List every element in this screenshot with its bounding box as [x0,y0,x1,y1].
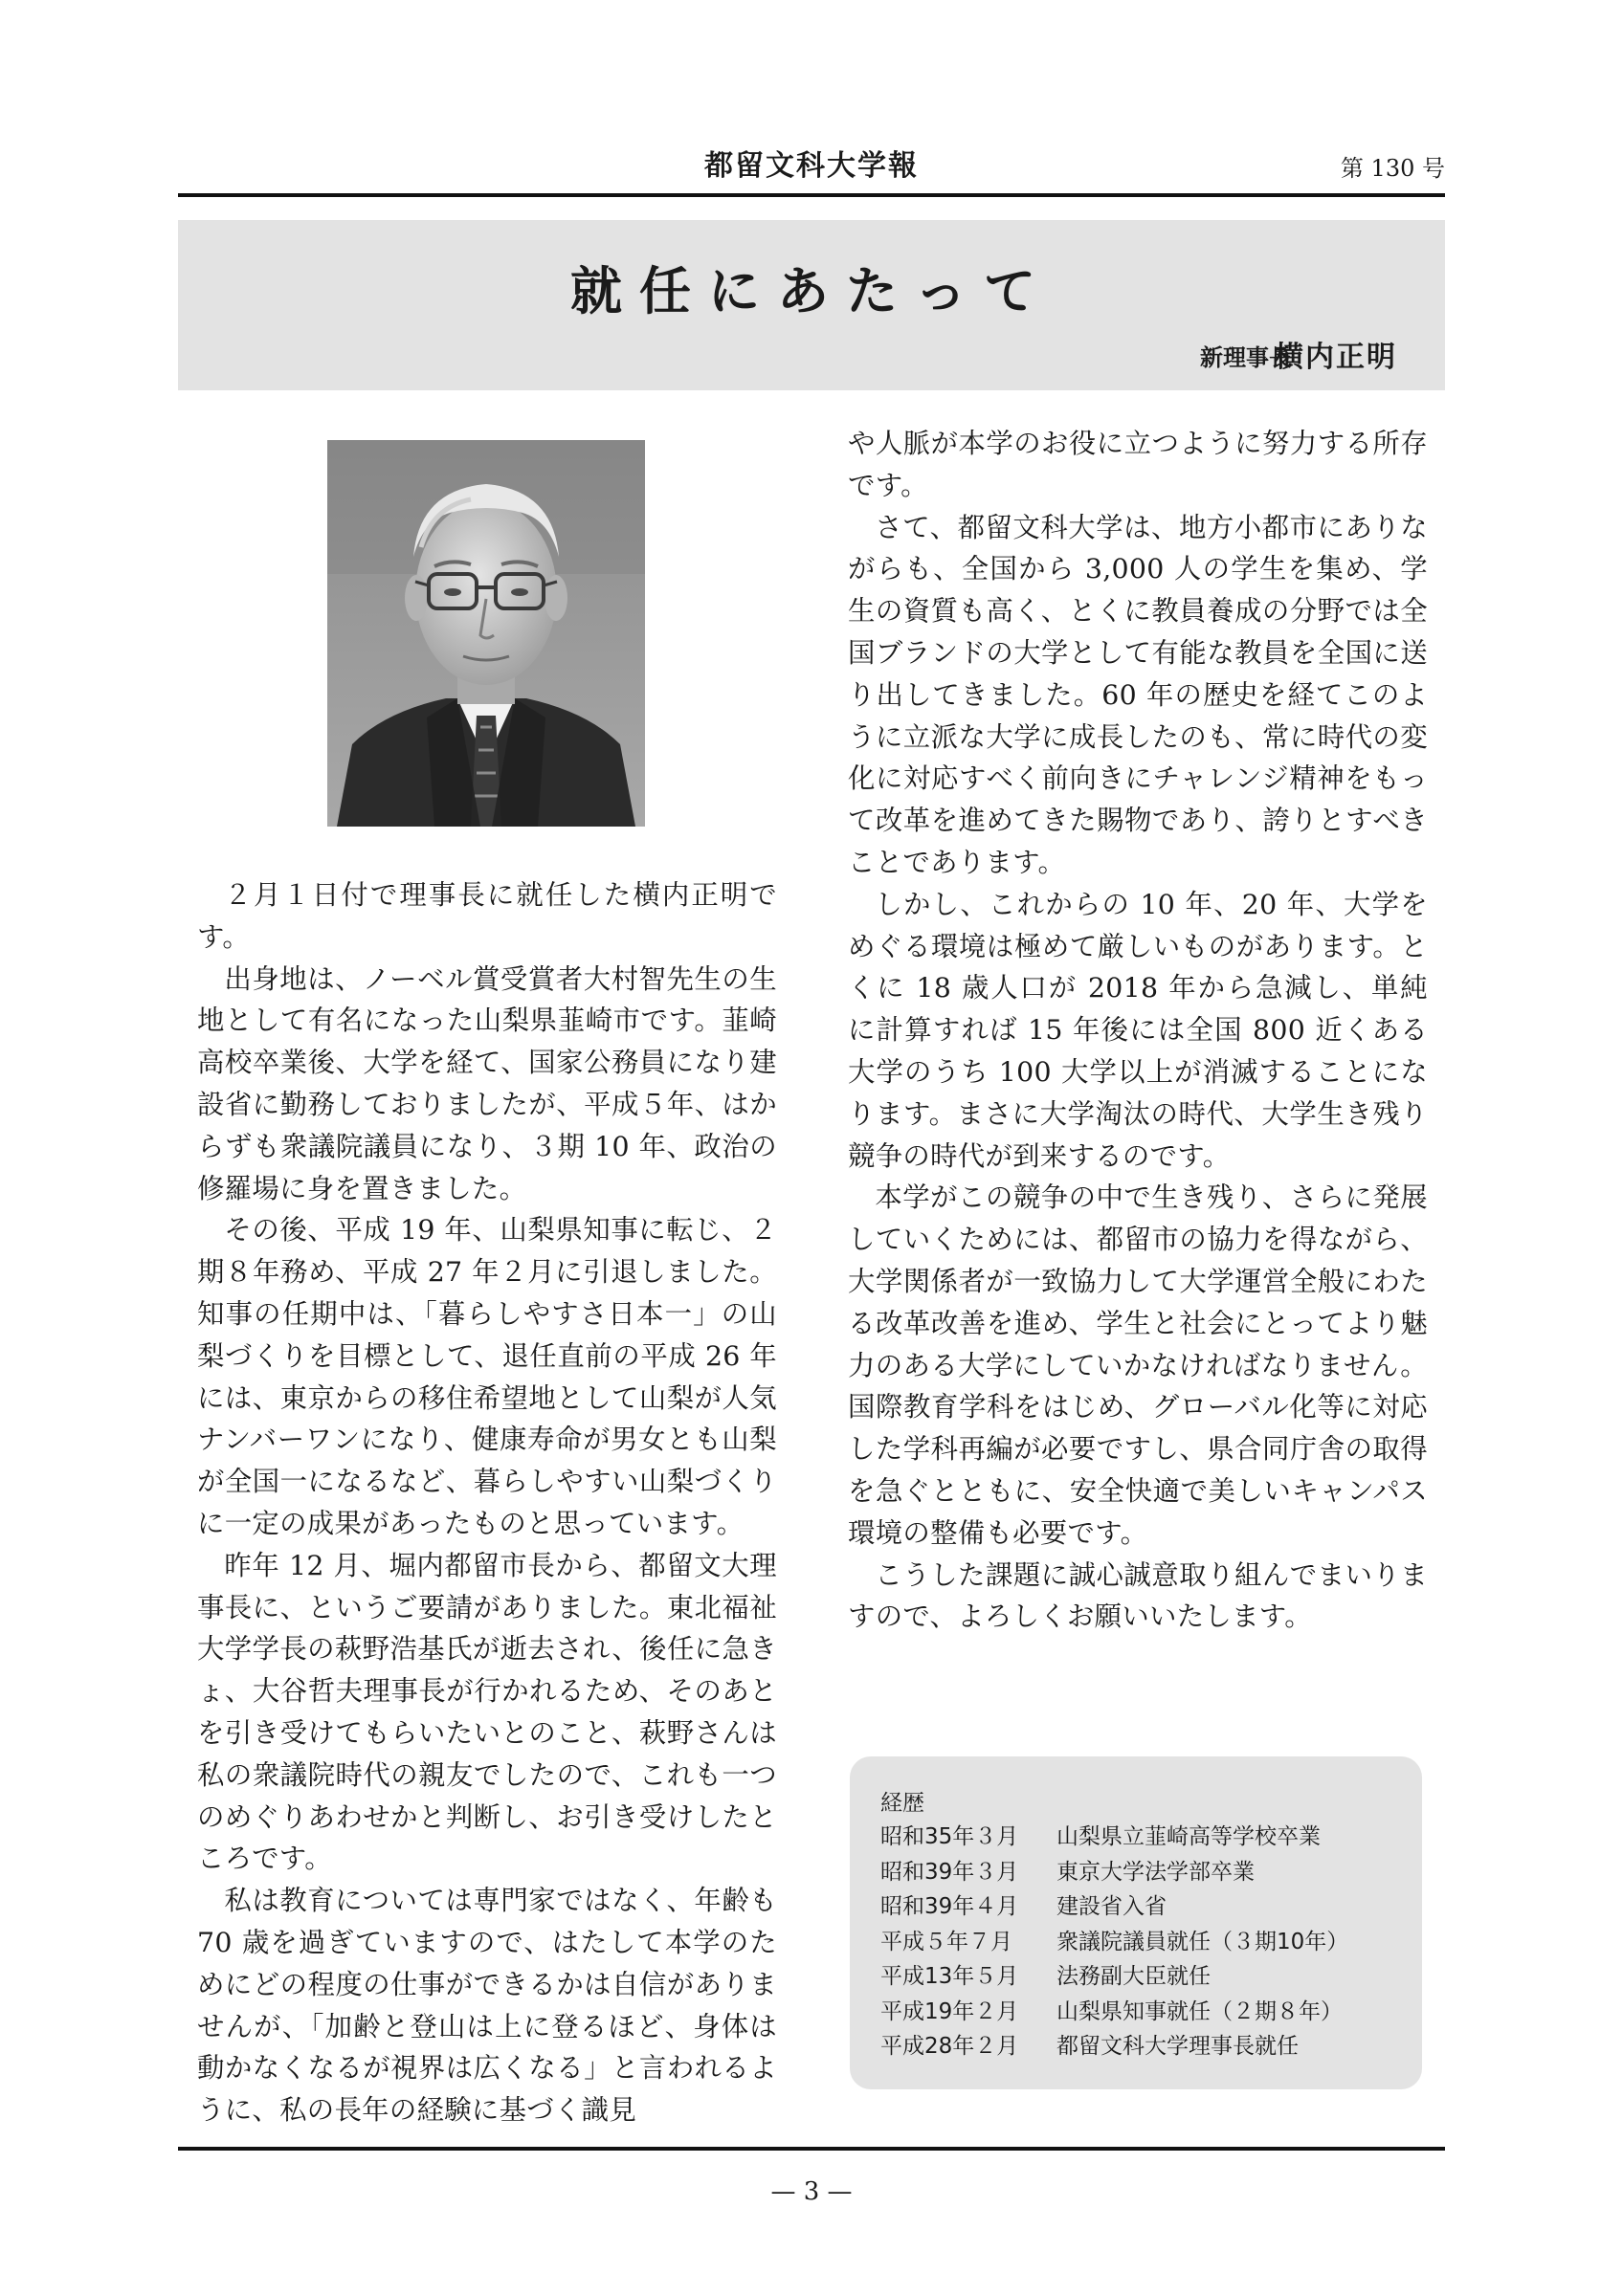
career-list [880,1820,1348,2064]
paragraph: しかし、これからの 10 年、20 年、大学をめぐる環境は極めて厳しいものがあります。とくに 18 歳人口が 2018 年から急減し、単純に計算すれば 15 年後には全国 800 近くある大学のうち 100 大学以上が消滅することになります。まさに大学淘汰の時代、大学生き残り競争の時代が到来するのです。 [848,888,1428,1172]
header-rule [178,193,1445,197]
career-item [880,1855,1348,1890]
paragraph: さて、都留文科大学は、地方小都市にありながらも、全国から 3,000 人の学生を集め、学生の資質も高く、とくに教員養成の分野では全国ブランドの大学として有能な教員を全国に送り出してきました。60 年の歴史を経てこのように立派な大学に成長したのも、常に時代の変化に対応すべく前向きにチャレンジ精神をもって改革を進めてきた賜物であり、誇りとすべきことであります。 [848,511,1428,878]
career-date: 平成28年２月 [880,2034,1019,2059]
career-item [880,1959,1348,1995]
issue-number: 第 130 号 [1340,155,1445,182]
career-event: 都留文科大学理事長就任 [1056,2034,1299,2059]
career-event: 山梨県知事就任（２期８年） [1056,1998,1343,2024]
paragraph: その後、平成 19 年、山梨県知事に転じ、２期８年務め、平成 27 年２月に引退しました。知事の任期中は、「暮らしやすさ日本一」の山梨づくりを目標として、退任直前の平成 26 年には、東京からの移住希望地として山梨が人気ナンバーワンになり、健康寿命が男女とも山梨が全国一になるなど、暮らしやすい山梨づくりに一定の成果があったものと思っています。 [197,1214,777,1539]
career-date: 昭和35年３月 [880,1824,1019,1849]
article-body-left-column [197,874,777,2131]
author-name: 横内正明 [1275,341,1397,374]
paragraph: 出身地は、ノーベル賞受賞者大村智先生の生地として有名になった山梨県韮崎市です。韮崎高校卒業後、大学を経て、国家公務員になり建設省に勤務しておりましたが、平成５年、はからずも衆議院議員になり、３期 10 年、政治の修羅場に身を置きました。 [197,962,777,1204]
career-item [880,1889,1348,1925]
journal-title: 都留文科大学報 [704,149,919,183]
paragraph: ２月１日付で理事長に就任した横内正明です。 [197,879,777,953]
career-date: 平成19年２月 [880,1998,1019,2024]
career-title: 経歴 [880,1791,924,1816]
portrait-photo [327,440,645,827]
career-date: 平成13年５月 [880,1964,1019,1989]
career-item [880,1995,1348,2030]
career-date: 昭和39年４月 [880,1894,1019,1919]
career-event: 衆議院議員就任（３期10年） [1056,1929,1349,1954]
career-event: 建設省入省 [1056,1894,1167,1919]
paragraph: 昨年 12 月、堀内都留市長から、都留文大理事長に、というご要請がありました。東北福祉大学学長の萩野浩基氏が逝去され、後任に急きょ、大谷哲夫理事長が行かれるため、そのあとを引き受けてもらいたいとのこと、萩野さんは私の衆議院時代の親友でしたので、これも一つのめぐりあわせかと判断し、お引き受けしたところです。 [197,1549,777,1875]
paragraph: こうした課題に誠心誠意取り組んでまいりますので、よろしくお願いいたします。 [848,1558,1428,1633]
career-box [850,1756,1422,2089]
career-date: 昭和39年３月 [880,1859,1019,1885]
footer-rule [178,2147,1445,2151]
career-event: 山梨県立韮崎高等学校卒業 [1056,1824,1321,1849]
article-body-right-column [848,423,1428,1638]
paragraph: 私は教育については専門家ではなく、年齢も 70 歳を過ぎていますので、はたして本学のためにどの程度の仕事ができるかは自信がありませんが、「加齢と登山は上に登るほど、身体は動かなくなるが視界は広くなる」と言われるように、私の長年の経験に基づく識見 [197,1885,777,2127]
article-title: 就任にあたって [570,260,1053,321]
title-banner [178,220,1445,390]
career-date: 平成５年７月 [880,1929,1012,1954]
page-number: — 3 — [770,2177,853,2206]
career-item [880,1820,1348,1855]
paragraph: や人脈が本学のお役に立つように努力する所存です。 [848,428,1428,501]
career-item [880,2029,1348,2064]
paragraph: 本学がこの競争の中で生き残り、さらに発展していくためには、都留市の協力を得ながら、大学関係者が一致協力して大学運営全般にわたる改革改善を進め、学生と社会にとってより魅力のある大学にしていかなければなりません。国際教育学科をはじめ、グローバル化等に対応した学科再編が必要ですし、県合同庁舎の取得を急ぐとともに、安全快適で美しいキャンパス環境の整備も必要です。 [848,1181,1428,1549]
career-event: 法務副大臣就任 [1056,1964,1211,1989]
career-event: 東京大学法学部卒業 [1056,1859,1255,1885]
author-role: 新理事長 [1200,344,1292,371]
career-item [880,1925,1348,1960]
